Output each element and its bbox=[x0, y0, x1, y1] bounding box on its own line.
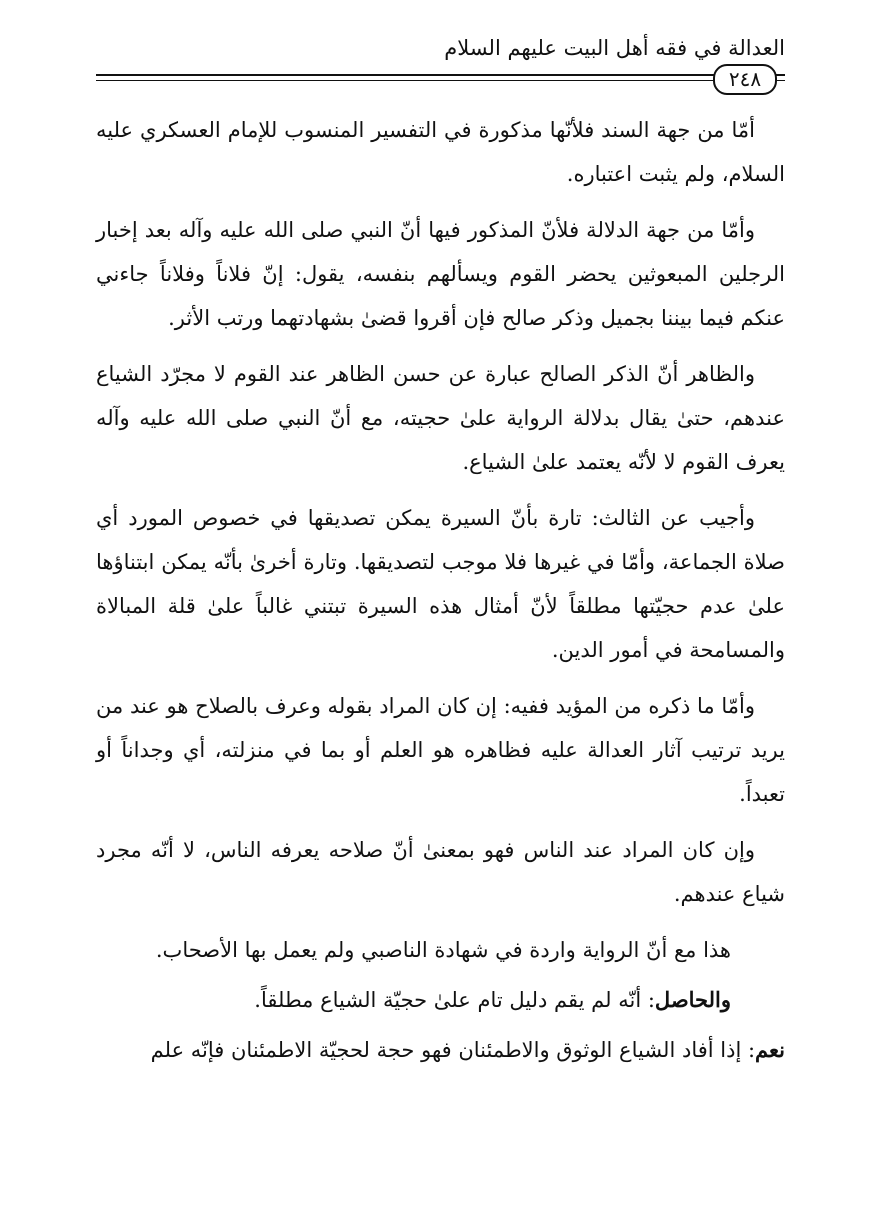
conclusion-label: والحاصل bbox=[654, 987, 731, 1012]
conclusion-paragraph bbox=[96, 978, 785, 1022]
paragraph: وإن كان المراد عند الناس فهو بمعنىٰ أنّ صلاحه يعرفه الناس، لا أنّه مجرد شياع عندهم. bbox=[96, 838, 785, 906]
header-rule-thin bbox=[96, 80, 785, 81]
final-label: نعم bbox=[755, 1037, 785, 1062]
paragraph: وأجيب عن الثالث: تارة بأنّ السيرة يمكن تصديقها في خصوص المورد أي صلاة الجماعة، وأمّا في غيرها فلا موجب لتصديقها. وتارة أخرىٰ بأنّه يمكن ابتناؤها علىٰ عدم حجيّتها مطلقاً لأنّ أمثال هذه السيرة تبتني غالباً علىٰ قلة المبالاة والمسامحة في أمور الدين. bbox=[96, 506, 785, 662]
conclusion-text: : أنّه لم يقم دليل تام علىٰ حجيّة الشياع مطلقاً. bbox=[254, 988, 655, 1012]
final-text: : إذا أفاد الشياع الوثوق والاطمئنان فهو حجة لحجيّة الاطمئنان فإنّه علم bbox=[150, 1038, 756, 1062]
header-rule-thick bbox=[96, 74, 785, 76]
paragraph: وأمّا من جهة الدلالة فلأنّ المذكور فيها أنّ النبي صلى الله عليه وآله بعد إخبار الرجلين المبعوثين يحضر القوم ويسألهم بنفسه، يقول: إنّ فلاناً وفلاناً جاءني عنكم فيما بيننا بجميل وذكر صالح فإن أقروا قضىٰ بشهادتهما ورتب الأثر. bbox=[96, 218, 785, 330]
running-head-title: العدالة في فقه أهل البيت عليهم السلام bbox=[444, 36, 785, 60]
page-number-badge: ٢٤٨ bbox=[713, 64, 777, 95]
paragraph: والظاهر أنّ الذكر الصالح عبارة عن حسن الظاهر عند القوم لا مجرّد الشياع عندهم، حتىٰ يقال بدلالة الرواية علىٰ حجيته، مع أنّ النبي صلى الله عليه وآله يعرف القوم لا لأنّه يعتمد علىٰ الشياع. bbox=[96, 362, 785, 474]
body-text bbox=[96, 108, 785, 1072]
paragraph: هذا مع أنّ الرواية واردة في شهادة الناصبي ولم يعمل بها الأصحاب. bbox=[155, 938, 731, 962]
final-paragraph bbox=[96, 1028, 785, 1072]
paragraph: أمّا من جهة السند فلأنّها مذكورة في التفسير المنسوب للإمام العسكري عليه السلام، ولم يثبت اعتباره. bbox=[96, 118, 785, 186]
paragraph: وأمّا ما ذكره من المؤيد ففيه: إن كان المراد بقوله وعرف بالصلاح هو عند من يريد ترتيب آثار العدالة عليه فظاهره هو العلم أو بما في منزلته، أي وجداناً أو تعبداً. bbox=[96, 694, 785, 806]
